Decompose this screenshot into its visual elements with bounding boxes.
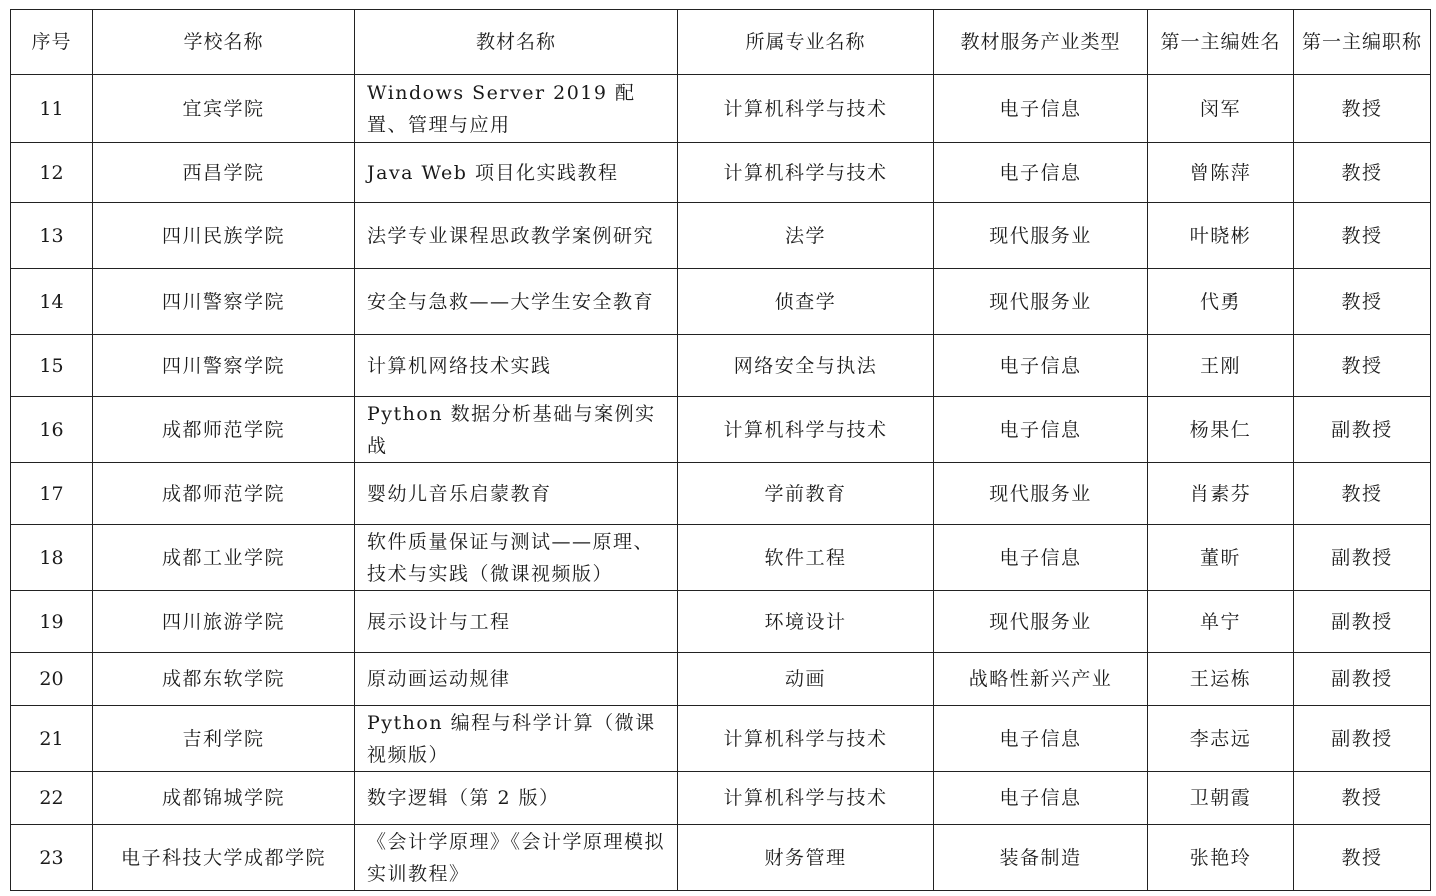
cell-editor-title: 教授 <box>1294 203 1431 269</box>
cell-editor: 肖素芬 <box>1148 463 1294 525</box>
table-row <box>11 203 1431 269</box>
table-row <box>11 825 1431 891</box>
cell-no: 15 <box>11 335 93 397</box>
cell-no: 22 <box>11 772 93 825</box>
cell-industry: 战略性新兴产业 <box>934 653 1148 706</box>
header-major: 所属专业名称 <box>678 10 934 75</box>
cell-major: 财务管理 <box>678 825 934 891</box>
cell-school: 四川警察学院 <box>93 269 355 335</box>
header-editor: 第一主编姓名 <box>1148 10 1294 75</box>
cell-editor: 卫朝霞 <box>1148 772 1294 825</box>
table-row <box>11 706 1431 772</box>
cell-school: 四川旅游学院 <box>93 591 355 653</box>
cell-editor: 王刚 <box>1148 335 1294 397</box>
cell-editor: 单宁 <box>1148 591 1294 653</box>
cell-school: 西昌学院 <box>93 143 355 203</box>
cell-no: 14 <box>11 269 93 335</box>
cell-textbook: Python 数据分析基础与案例实战 <box>355 397 678 463</box>
cell-major: 动画 <box>678 653 934 706</box>
cell-school: 成都锦城学院 <box>93 772 355 825</box>
cell-textbook: 原动画运动规律 <box>355 653 678 706</box>
cell-no: 13 <box>11 203 93 269</box>
cell-textbook: 《会计学原理》《会计学原理模拟实训教程》 <box>355 825 678 891</box>
cell-textbook: 数字逻辑（第 2 版） <box>355 772 678 825</box>
header-editor-title: 第一主编职称 <box>1294 10 1431 75</box>
cell-textbook: 法学专业课程思政教学案例研究 <box>355 203 678 269</box>
cell-editor-title: 副教授 <box>1294 653 1431 706</box>
cell-major: 环境设计 <box>678 591 934 653</box>
cell-no: 11 <box>11 75 93 143</box>
cell-industry: 现代服务业 <box>934 203 1148 269</box>
header-no: 序号 <box>11 10 93 75</box>
cell-editor-title: 副教授 <box>1294 706 1431 772</box>
cell-school: 成都师范学院 <box>93 463 355 525</box>
cell-textbook: 软件质量保证与测试——原理、技术与实践（微课视频版） <box>355 525 678 591</box>
cell-editor-title: 教授 <box>1294 772 1431 825</box>
cell-editor-title: 副教授 <box>1294 591 1431 653</box>
cell-textbook: Windows Server 2019 配置、管理与应用 <box>355 75 678 143</box>
textbook-table <box>10 9 1431 891</box>
cell-industry: 电子信息 <box>934 525 1148 591</box>
cell-editor: 张艳玲 <box>1148 825 1294 891</box>
table-row <box>11 591 1431 653</box>
cell-editor-title: 教授 <box>1294 75 1431 143</box>
table-row <box>11 397 1431 463</box>
cell-industry: 现代服务业 <box>934 269 1148 335</box>
cell-school: 成都工业学院 <box>93 525 355 591</box>
cell-no: 19 <box>11 591 93 653</box>
cell-school: 成都师范学院 <box>93 397 355 463</box>
cell-editor: 叶晓彬 <box>1148 203 1294 269</box>
cell-major: 计算机科学与技术 <box>678 397 934 463</box>
cell-editor: 李志远 <box>1148 706 1294 772</box>
cell-industry: 装备制造 <box>934 825 1148 891</box>
cell-school: 四川警察学院 <box>93 335 355 397</box>
cell-industry: 电子信息 <box>934 772 1148 825</box>
cell-industry: 电子信息 <box>934 397 1148 463</box>
cell-no: 17 <box>11 463 93 525</box>
cell-textbook: Java Web 项目化实践教程 <box>355 143 678 203</box>
cell-editor-title: 教授 <box>1294 463 1431 525</box>
cell-industry: 电子信息 <box>934 143 1148 203</box>
cell-editor: 代勇 <box>1148 269 1294 335</box>
cell-industry: 电子信息 <box>934 75 1148 143</box>
cell-major: 网络安全与执法 <box>678 335 934 397</box>
cell-no: 23 <box>11 825 93 891</box>
cell-editor-title: 教授 <box>1294 143 1431 203</box>
cell-editor-title: 副教授 <box>1294 397 1431 463</box>
cell-school: 电子科技大学成都学院 <box>93 825 355 891</box>
cell-editor-title: 教授 <box>1294 335 1431 397</box>
table-row <box>11 75 1431 143</box>
cell-textbook: 婴幼儿音乐启蒙教育 <box>355 463 678 525</box>
cell-major: 计算机科学与技术 <box>678 706 934 772</box>
cell-industry: 电子信息 <box>934 335 1148 397</box>
cell-school: 吉利学院 <box>93 706 355 772</box>
header-school: 学校名称 <box>93 10 355 75</box>
cell-major: 计算机科学与技术 <box>678 772 934 825</box>
cell-major: 法学 <box>678 203 934 269</box>
header-textbook: 教材名称 <box>355 10 678 75</box>
cell-textbook: Python 编程与科学计算（微课视频版） <box>355 706 678 772</box>
cell-no: 18 <box>11 525 93 591</box>
cell-editor: 王运栋 <box>1148 653 1294 706</box>
table-row <box>11 335 1431 397</box>
cell-editor-title: 副教授 <box>1294 525 1431 591</box>
cell-major: 软件工程 <box>678 525 934 591</box>
cell-editor: 董昕 <box>1148 525 1294 591</box>
cell-major: 侦查学 <box>678 269 934 335</box>
cell-textbook: 展示设计与工程 <box>355 591 678 653</box>
header-row <box>11 10 1431 75</box>
cell-textbook: 计算机网络技术实践 <box>355 335 678 397</box>
table-row <box>11 463 1431 525</box>
cell-school: 宜宾学院 <box>93 75 355 143</box>
cell-no: 21 <box>11 706 93 772</box>
table-row <box>11 143 1431 203</box>
table-row <box>11 525 1431 591</box>
cell-editor: 闵军 <box>1148 75 1294 143</box>
cell-no: 20 <box>11 653 93 706</box>
table-row <box>11 653 1431 706</box>
cell-major: 学前教育 <box>678 463 934 525</box>
cell-school: 四川民族学院 <box>93 203 355 269</box>
cell-editor-title: 教授 <box>1294 825 1431 891</box>
cell-major: 计算机科学与技术 <box>678 75 934 143</box>
cell-editor: 曾陈萍 <box>1148 143 1294 203</box>
cell-no: 12 <box>11 143 93 203</box>
header-industry: 教材服务产业类型 <box>934 10 1148 75</box>
cell-industry: 现代服务业 <box>934 463 1148 525</box>
cell-editor-title: 教授 <box>1294 269 1431 335</box>
cell-industry: 现代服务业 <box>934 591 1148 653</box>
cell-editor: 杨果仁 <box>1148 397 1294 463</box>
cell-no: 16 <box>11 397 93 463</box>
cell-industry: 电子信息 <box>934 706 1148 772</box>
cell-major: 计算机科学与技术 <box>678 143 934 203</box>
cell-school: 成都东软学院 <box>93 653 355 706</box>
cell-textbook: 安全与急救——大学生安全教育 <box>355 269 678 335</box>
table-row <box>11 772 1431 825</box>
table-row <box>11 269 1431 335</box>
